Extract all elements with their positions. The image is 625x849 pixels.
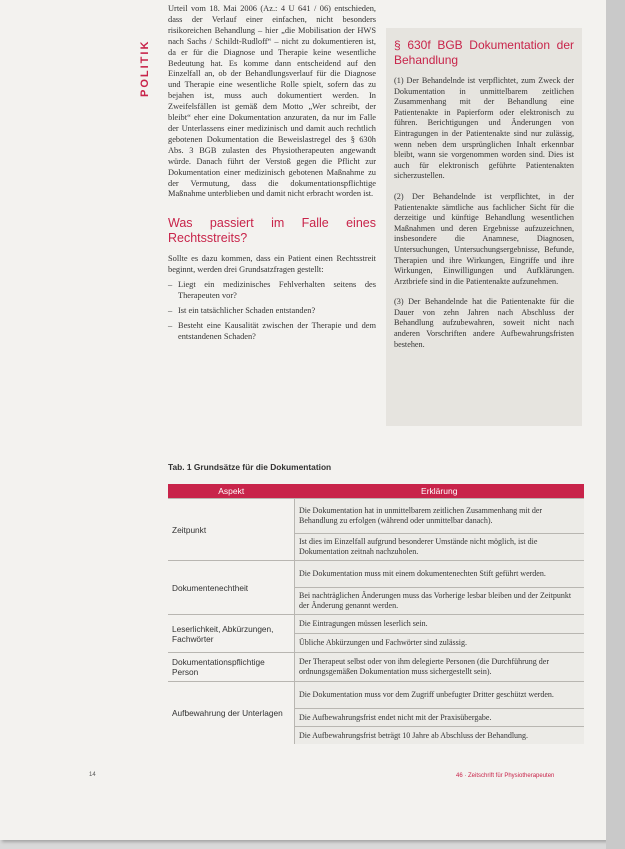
section-heading: Was passiert im Falle eines Rechtsstreits? [168, 216, 376, 246]
table-row [168, 653, 584, 682]
law-text-box [386, 28, 582, 426]
intro-paragraph: Urteil vom 18. Mai 2006 (Az.: 4 U 641 / 06) entschieden, dass der Verlauf einer einfachen, nicht besonders risikoreichen Behandlung – hier „die Mobilisation der HWS nach Sachs / Schildt-Rudloff“ – nicht zu dokumentieren ist, da er für die Diagnose und Therapie keine wesentliche Bedeutung hat. Es komme dann entscheidend auf den Einzelfall an, ob der Behandlungsverlauf für die Diagnose und Therapie eine wesentliche Rolle spielt, sofern das zu bejahen ist, muss auch dokumentiert werden. In Zweifelsfällen ist gemäß dem Motto „Wer schreibt, der bleibt“ eher eine Dokumentation anzuraten, da nur im Falle der Unterlassens einer medizinisch und damit auch rechtlich gebotenen Dokumentation die Beweislastregel des § 630h Abs. 3 BGB zulasten des Physiotherapeuten angewandt würde. Danach führt der Verstoß gegen die Pflicht zur Dokumentation einer medizinisch gebotenen Maßnahme zu der Vermutung, dass die dokumentationspflichtige Maßnahme unterblieben und damit nicht erbracht worden ist. [168, 4, 376, 199]
explanation-cell: Übliche Abkürzungen und Fachwörter sind zulässig. [295, 634, 585, 653]
table-row [168, 499, 584, 534]
column-header-explanation: Erklärung [295, 484, 585, 499]
page-number: 14 [89, 772, 96, 778]
box-paragraph: (3) Der Behandelnde hat die Patientenakte für die Dauer von zehn Jahren nach Abschluss der Behandlung aufzubewahren, soweit nicht nach anderen Vorschriften andere Aufbewahrungsfristen bestehen. [394, 297, 574, 349]
list-item: – Besteht eine Kausalität zwischen der Therapie und dem entstandenen Schaden? [168, 321, 376, 343]
aspect-cell: Leserlichkeit, Abkürzungen, Fachwörter [168, 615, 295, 653]
table-caption: Tab. 1 Grundsätze für die Dokumentation [168, 462, 332, 472]
explanation-cell: Die Aufbewahrungsfrist beträgt 10 Jahre ab Abschluss der Behandlung. [295, 727, 585, 745]
aspect-cell: Aufbewahrung der Unterlagen [168, 682, 295, 745]
table-row [168, 682, 584, 709]
explanation-cell: Der Therapeut selbst oder von ihm delegierte Personen (die Durchführung der ordnungsgemäßen Dokumentation muss sichergestellt sein). [295, 653, 585, 682]
journal-footer: 46 · Zeitschrift für Physiotherapeuten [456, 773, 555, 779]
box-title: § 630f BGB Dokumentation der Behandlung [394, 38, 574, 67]
question-list [168, 280, 376, 343]
explanation-cell: Die Dokumentation hat in unmittelbarem zeitlichen Zusammenhang mit der Behandlung zu erfolgen (während oder unmittelbar danach). [295, 499, 585, 534]
list-item: – Ist ein tatsächlicher Schaden entstanden? [168, 306, 376, 317]
explanation-cell: Bei nachträglichen Änderungen muss das Vorherige lesbar bleiben und der Zeitpunkt der Änderung genannt werden. [295, 588, 585, 615]
table-row [168, 615, 584, 634]
explanation-cell: Die Dokumentation muss vor dem Zugriff unbefugter Dritter geschützt werden. [295, 682, 585, 709]
box-paragraph: (2) Der Behandelnde ist verpflichtet, in der Patientenakte sämtliche aus fachlicher Sicht für die derzeitige und künftige Behandlung wesentlichen Maßnahmen und deren Ergebnisse aufzuzeichnen, insbesondere die Anamnese, Diagnosen, Untersuchungen, Untersuchungsergebnisse, Befunde, Therapien und ihre Wirkungen, Eingriffe und ihre Wirkungen, Einwilligungen und Aufklärungen. Arztbriefe sind in die Patientenakte aufzunehmen. [394, 191, 574, 286]
lawsuit-paragraph: Sollte es dazu kommen, dass ein Patient einen Rechtsstreit beginnt, werden drei Grundsatzfragen gestellt: [168, 254, 376, 275]
box-paragraph: (1) Der Behandelnde ist verpflichtet, zum Zweck der Dokumentation in unmittelbarem zeitlichen Zusammenhang mit der Behandlung eine Patientenakte in Papierform oder elektronisch zu führen. Berichtigungen und Änderungen von Eintragungen in der Patientenakte sind nur zulässig, wenn neben dem ursprünglichen Inhalt erkennbar bleibt, wann sie vorgenommen worden sind. Dies ist auch für elektronisch geführte Patientenakten sicherzustellen. [394, 76, 574, 181]
aspect-cell: Dokumentationspflichtige Person [168, 653, 295, 682]
column-header-aspect: Aspekt [168, 484, 295, 499]
aspect-cell: Zeitpunkt [168, 499, 295, 561]
explanation-cell: Die Aufbewahrungsfrist endet nicht mit der Praxisübergabe. [295, 709, 585, 727]
documentation-table [168, 484, 584, 744]
explanation-cell: Ist dies im Einzelfall aufgrund besonderer Umstände nicht möglich, ist die Dokumentation zeitnah nachzuholen. [295, 534, 585, 561]
table-row [168, 561, 584, 588]
left-text-column [168, 4, 376, 347]
section-label: POLITIK [139, 39, 151, 97]
table-header-row [168, 484, 584, 499]
explanation-cell: Die Dokumentation muss mit einem dokumentenechten Stift geführt werden. [295, 561, 585, 588]
aspect-cell: Dokumentenechtheit [168, 561, 295, 615]
explanation-cell: Die Eintragungen müssen leserlich sein. [295, 615, 585, 634]
scan-edge-shadow [606, 0, 625, 849]
list-item: – Liegt ein medizinisches Fehlverhalten seitens des Therapeuten vor? [168, 280, 376, 302]
